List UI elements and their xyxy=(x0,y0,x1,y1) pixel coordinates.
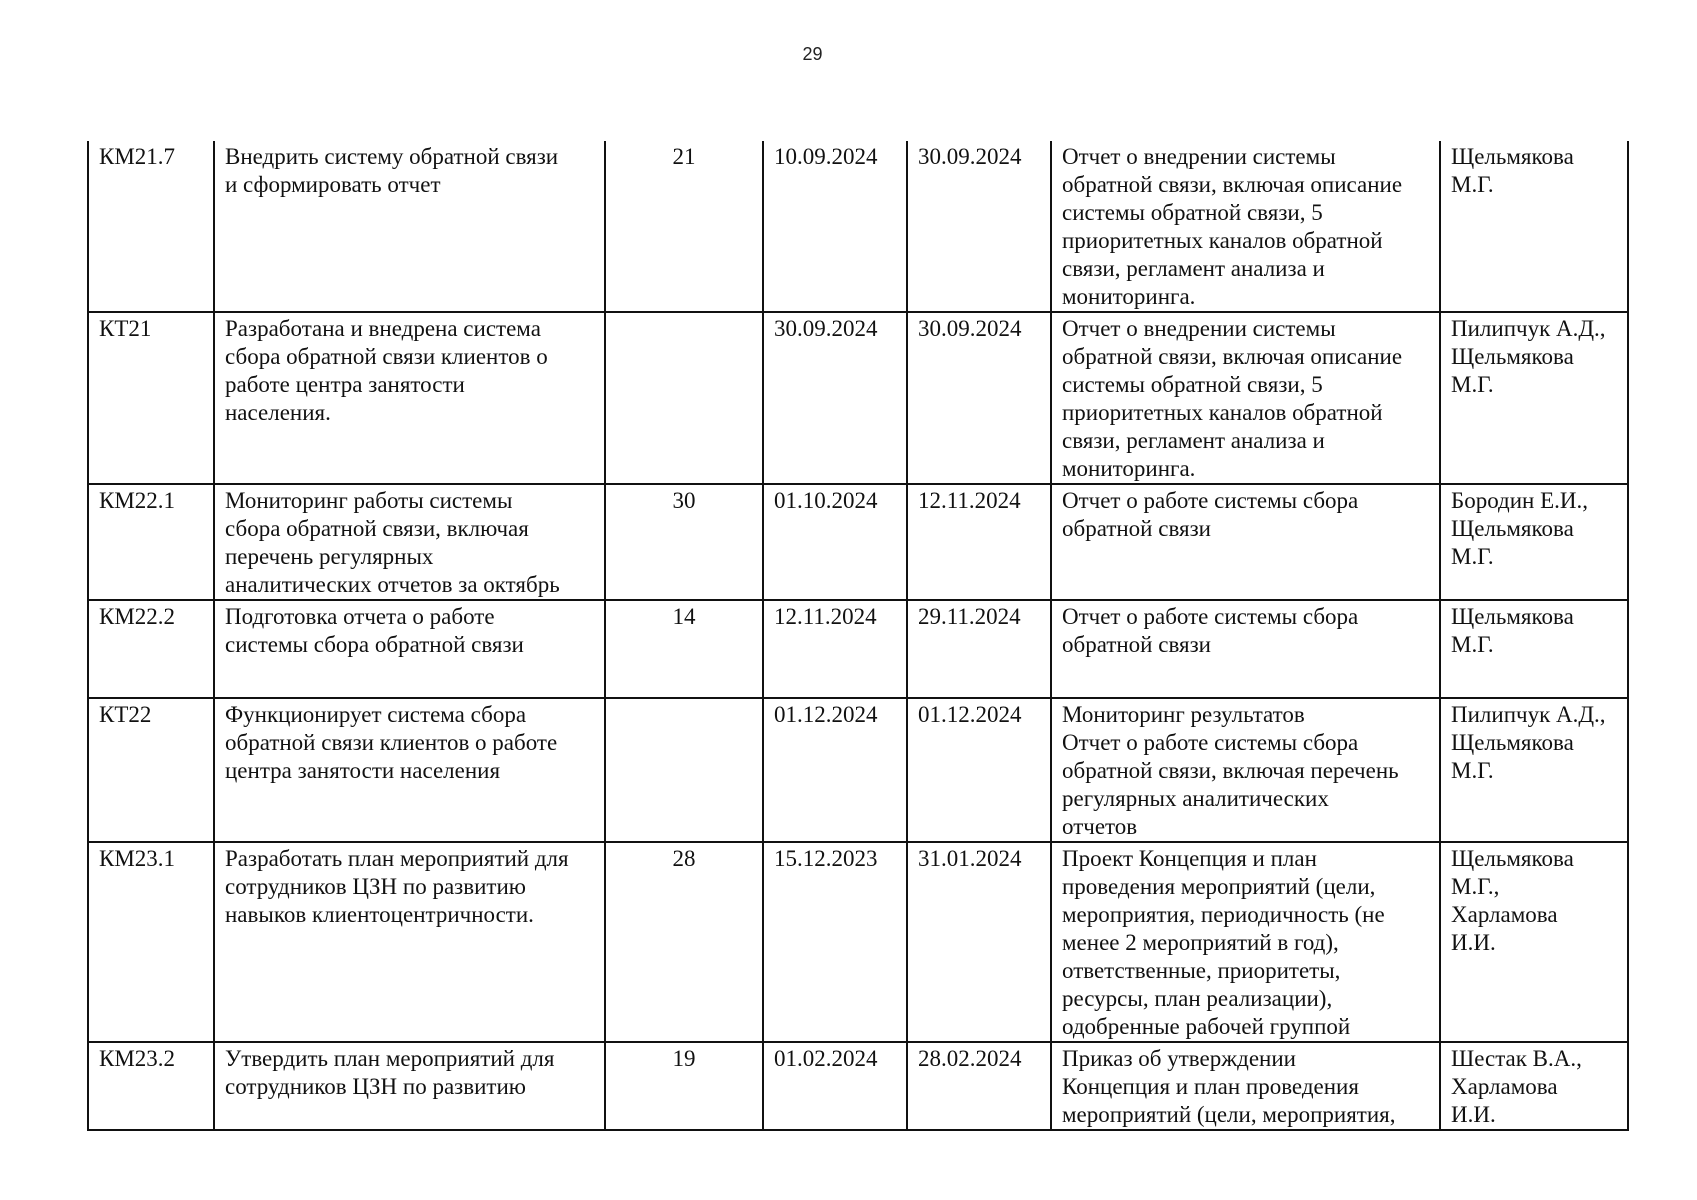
end-date-cell: 29.11.2024 xyxy=(907,600,1051,698)
task-line: сбора обратной связи, включая xyxy=(225,516,529,541)
responsible-cell xyxy=(1440,484,1628,600)
task-line: сотрудников ЦЗН по развитию xyxy=(225,1074,526,1099)
responsible-line: Шестак В.А., xyxy=(1451,1046,1582,1071)
responsible-line: М.Г. xyxy=(1451,372,1494,397)
code-cell: КМ23.1 xyxy=(88,842,214,1042)
responsible-cell xyxy=(1440,842,1628,1042)
responsible-line: Харламова xyxy=(1451,1074,1558,1099)
table-row xyxy=(88,484,1628,600)
code-cell: КТ22 xyxy=(88,698,214,842)
table-row xyxy=(88,1042,1628,1130)
code-cell: КМ21.7 xyxy=(88,141,214,312)
start-date-cell: 01.12.2024 xyxy=(763,698,907,842)
code-cell: КМ22.2 xyxy=(88,600,214,698)
code-cell: КМ22.1 xyxy=(88,484,214,600)
end-date-cell: 12.11.2024 xyxy=(907,484,1051,600)
result-line: обратной связи, включая описание xyxy=(1062,344,1403,369)
result-line: мероприятия, периодичность (не xyxy=(1062,902,1385,927)
result-line: мониторинга. xyxy=(1062,284,1196,309)
task-line: Утвердить план мероприятий для xyxy=(225,1046,555,1071)
task-cell xyxy=(214,312,605,484)
days-cell xyxy=(605,698,763,842)
table-row xyxy=(88,600,1628,698)
result-line: Приказ об утверждении xyxy=(1062,1046,1296,1071)
result-line: обратной связи, включая перечень xyxy=(1062,758,1399,783)
responsible-line: Щельмякова xyxy=(1451,846,1574,871)
task-line: Функционирует система сбора xyxy=(225,702,527,727)
task-line: центра занятости населения xyxy=(225,758,501,783)
result-cell xyxy=(1051,600,1440,698)
result-cell xyxy=(1051,141,1440,312)
task-line: навыков клиентоцентричности. xyxy=(225,902,534,927)
start-date-cell: 15.12.2023 xyxy=(763,842,907,1042)
result-line: приоритетных каналов обратной xyxy=(1062,400,1383,425)
result-line: менее 2 мероприятий в год), xyxy=(1062,930,1339,955)
responsible-line: Щельмякова xyxy=(1451,730,1574,755)
result-line: Отчет о внедрении системы xyxy=(1062,316,1336,341)
task-line: системы сбора обратной связи xyxy=(225,632,524,657)
result-line: мониторинга. xyxy=(1062,456,1196,481)
responsible-line: Щельмякова xyxy=(1451,604,1574,629)
responsible-cell xyxy=(1440,312,1628,484)
days-cell: 14 xyxy=(605,600,763,698)
result-line: ресурсы, план реализации), xyxy=(1062,986,1333,1011)
responsible-line: Харламова xyxy=(1451,902,1558,927)
result-line: мероприятий (цели, мероприятия, xyxy=(1062,1102,1396,1127)
responsible-line: Пилипчук А.Д., xyxy=(1451,702,1606,727)
responsible-cell xyxy=(1440,698,1628,842)
result-line: Отчет о работе системы сбора xyxy=(1062,488,1359,513)
table-row xyxy=(88,312,1628,484)
result-line: системы обратной связи, 5 xyxy=(1062,200,1323,225)
task-line: Подготовка отчета о работе xyxy=(225,604,495,629)
task-line: работе центра занятости xyxy=(225,372,465,397)
end-date-cell: 28.02.2024 xyxy=(907,1042,1051,1130)
code-cell: КТ21 xyxy=(88,312,214,484)
days-cell: 28 xyxy=(605,842,763,1042)
start-date-cell: 01.10.2024 xyxy=(763,484,907,600)
responsible-line: М.Г. xyxy=(1451,632,1494,657)
result-cell xyxy=(1051,698,1440,842)
result-line: обратной связи xyxy=(1062,516,1211,541)
task-cell xyxy=(214,1042,605,1130)
responsible-line: И.И. xyxy=(1451,1102,1496,1127)
responsible-cell xyxy=(1440,141,1628,312)
days-cell: 21 xyxy=(605,141,763,312)
start-date-cell: 10.09.2024 xyxy=(763,141,907,312)
task-line: и сформировать отчет xyxy=(225,172,441,197)
responsible-line: И.И. xyxy=(1451,930,1496,955)
table-row xyxy=(88,698,1628,842)
responsible-line: Щельмякова xyxy=(1451,144,1574,169)
result-cell xyxy=(1051,842,1440,1042)
result-line: Проект Концепция и план xyxy=(1062,846,1317,871)
result-line: связи, регламент анализа и xyxy=(1062,428,1325,453)
task-line: сотрудников ЦЗН по развитию xyxy=(225,874,526,899)
task-cell xyxy=(214,484,605,600)
task-line: сбора обратной связи клиентов о xyxy=(225,344,548,369)
start-date-cell: 12.11.2024 xyxy=(763,600,907,698)
result-line: системы обратной связи, 5 xyxy=(1062,372,1323,397)
responsible-cell xyxy=(1440,1042,1628,1130)
plan-table xyxy=(87,141,1629,1131)
responsible-line: Пилипчук А.Д., xyxy=(1451,316,1606,341)
responsible-line: Щельмякова xyxy=(1451,344,1574,369)
result-line: отчетов xyxy=(1062,814,1138,839)
task-line: Разработана и внедрена система xyxy=(225,316,541,341)
result-line: Отчет о работе системы сбора xyxy=(1062,730,1359,755)
days-cell xyxy=(605,312,763,484)
code-cell: КМ23.2 xyxy=(88,1042,214,1130)
task-line: обратной связи клиентов о работе xyxy=(225,730,558,755)
result-line: обратной связи xyxy=(1062,632,1211,657)
responsible-line: М.Г. xyxy=(1451,544,1494,569)
task-line: Разработать план мероприятий для xyxy=(225,846,569,871)
start-date-cell: 01.02.2024 xyxy=(763,1042,907,1130)
result-line: Мониторинг результатов xyxy=(1062,702,1305,727)
task-line: Мониторинг работы системы xyxy=(225,488,513,513)
task-cell xyxy=(214,842,605,1042)
task-cell xyxy=(214,141,605,312)
table-row xyxy=(88,141,1628,312)
responsible-line: М.Г. xyxy=(1451,172,1494,197)
task-line: населения. xyxy=(225,400,331,425)
start-date-cell: 30.09.2024 xyxy=(763,312,907,484)
plan-table-body xyxy=(88,141,1628,1130)
result-cell xyxy=(1051,1042,1440,1130)
result-line: обратной связи, включая описание xyxy=(1062,172,1403,197)
days-cell: 19 xyxy=(605,1042,763,1130)
task-line: аналитических отчетов за октябрь xyxy=(225,572,560,597)
result-line: регулярных аналитических xyxy=(1062,786,1329,811)
result-line: связи, регламент анализа и xyxy=(1062,256,1325,281)
responsible-line: Щельмякова xyxy=(1451,516,1574,541)
responsible-cell xyxy=(1440,600,1628,698)
task-line: Внедрить систему обратной связи xyxy=(225,144,559,169)
responsible-line: М.Г. xyxy=(1451,758,1494,783)
days-cell: 30 xyxy=(605,484,763,600)
result-cell xyxy=(1051,312,1440,484)
result-line: проведения мероприятий (цели, xyxy=(1062,874,1376,899)
task-cell xyxy=(214,600,605,698)
result-line: одобренные рабочей группой xyxy=(1062,1014,1351,1039)
responsible-line: М.Г., xyxy=(1451,874,1500,899)
table-row xyxy=(88,842,1628,1042)
task-line: перечень регулярных xyxy=(225,544,434,569)
result-line: приоритетных каналов обратной xyxy=(1062,228,1383,253)
result-line: ответственные, приоритеты, xyxy=(1062,958,1341,983)
end-date-cell: 30.09.2024 xyxy=(907,141,1051,312)
page-number: 29 xyxy=(802,44,823,64)
result-cell xyxy=(1051,484,1440,600)
result-line: Отчет о внедрении системы xyxy=(1062,144,1336,169)
result-line: Концепция и план проведения xyxy=(1062,1074,1359,1099)
responsible-line: Бородин Е.И., xyxy=(1451,488,1589,513)
task-cell xyxy=(214,698,605,842)
end-date-cell: 01.12.2024 xyxy=(907,698,1051,842)
result-line: Отчет о работе системы сбора xyxy=(1062,604,1359,629)
end-date-cell: 31.01.2024 xyxy=(907,842,1051,1042)
end-date-cell: 30.09.2024 xyxy=(907,312,1051,484)
